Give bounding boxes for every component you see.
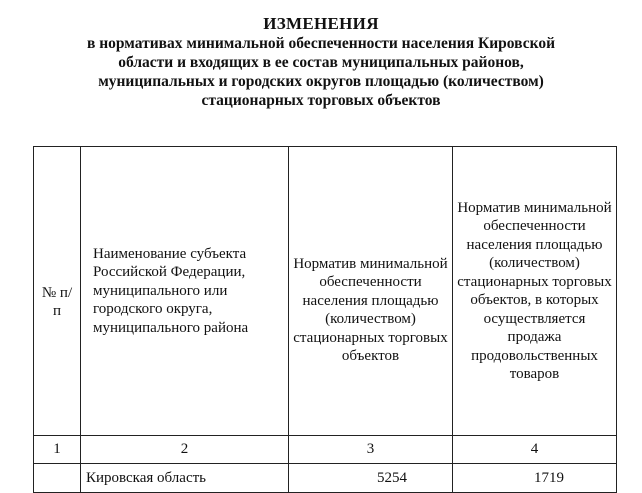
table-row bbox=[34, 464, 617, 493]
column-number-1: 1 bbox=[34, 436, 81, 464]
document-subtitle-line-4: стационарных торговых объектов bbox=[201, 92, 441, 109]
column-number-row bbox=[34, 436, 617, 464]
document-heading bbox=[0, 14, 642, 110]
row-index bbox=[34, 464, 81, 493]
row-norm-food: 1719 bbox=[453, 464, 617, 493]
norms-table bbox=[33, 146, 617, 493]
header-norm-total: Норматив минимальной обеспеченности населения площадью (количеством) стационарных торговых объектов bbox=[289, 147, 453, 436]
column-number-3: 3 bbox=[289, 436, 453, 464]
column-number-4: 4 bbox=[453, 436, 617, 464]
header-norm-food: Норматив минимальной обеспеченности населения площадью (количеством) стационарных торговых объектов, в которых осуществляется продажа продовольственных товаров bbox=[453, 147, 617, 436]
document-subtitle-line-1: в нормативах минимальной обеспеченности населения Кировской bbox=[87, 35, 555, 52]
document-subtitle-line-2: области и входящих в ее состав муниципальных районов, bbox=[118, 54, 524, 71]
table-header-row bbox=[34, 147, 617, 436]
document-subtitle-line-3: муниципальных и городских округов площадью (количеством) bbox=[98, 73, 544, 90]
column-number-2: 2 bbox=[81, 436, 289, 464]
document-title: ИЗМЕНЕНИЯ bbox=[263, 14, 379, 33]
row-subject-name: Кировская область bbox=[81, 464, 289, 493]
header-index: № п/п bbox=[34, 147, 81, 436]
header-subject-name: Наименование субъекта Российской Федерации, муниципального или городского округа, муниципального района bbox=[81, 147, 289, 436]
row-norm-total: 5254 bbox=[289, 464, 453, 493]
